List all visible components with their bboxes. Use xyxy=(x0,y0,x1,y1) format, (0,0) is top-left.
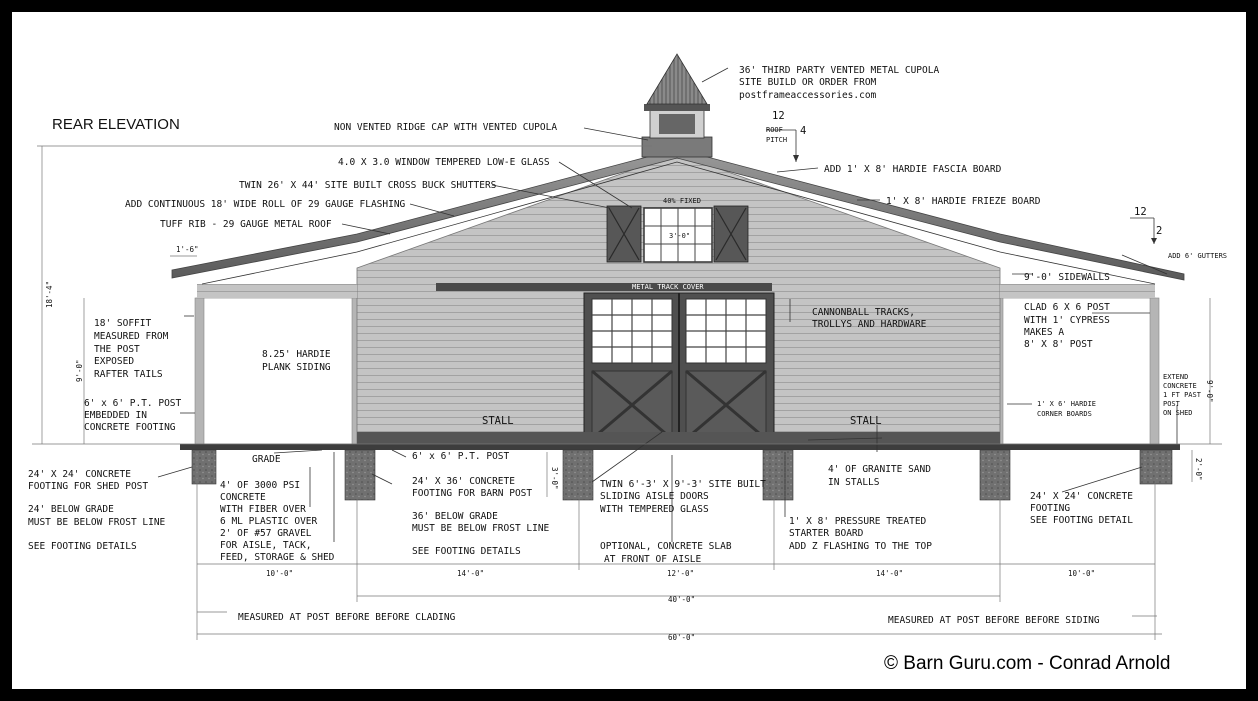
grade-slab xyxy=(180,444,1180,450)
callout-right-footing-2: FOOTING xyxy=(1030,503,1071,514)
footing-2 xyxy=(563,450,593,500)
callout-window: 4.0 X 3.0 WINDOW TEMPERED LOW-E GLASS xyxy=(338,157,550,168)
callout-corner-2: CORNER BOARDS xyxy=(1037,410,1092,418)
callout-starter-2: STARTER BOARD xyxy=(789,528,864,539)
callout-doors-2: SLIDING AISLE DOORS xyxy=(600,491,709,502)
callout-see-footing-mid: SEE FOOTING DETAILS xyxy=(412,546,521,557)
callout-cupola-3: postframeaccessories.com xyxy=(739,90,877,101)
callout-clad-4: 8' X 8' POST xyxy=(1024,339,1093,350)
callout-siding-2: PLANK SIDING xyxy=(262,362,331,373)
callout-see-footing-left: SEE FOOTING DETAILS xyxy=(28,541,137,552)
callout-clad-2: WITH 1' CYPRESS xyxy=(1024,315,1110,326)
callout-extend-3: 1 FT PAST xyxy=(1163,391,1201,399)
callout-barn-footing-1: 24' X 36' CONCRETE xyxy=(412,476,515,487)
callout-right-footing-3: SEE FOOTING DETAIL xyxy=(1030,515,1133,526)
right-shed-footing xyxy=(1140,450,1172,484)
footing-1 xyxy=(345,450,375,500)
main-pitch-rise: 4 xyxy=(800,125,807,137)
callout-grade: GRADE xyxy=(252,454,281,465)
callout-barn-below-1: 36' BELOW GRADE xyxy=(412,511,498,522)
rear-elevation-drawing xyxy=(12,12,1246,689)
callout-tracks-2: TROLLYS AND HARDWARE xyxy=(812,319,927,330)
callout-right-footing-1: 24' X 24' CONCRETE xyxy=(1030,491,1133,502)
main-pitch-run: 12 xyxy=(772,110,785,122)
dim-side-height: 9'-0" xyxy=(75,359,84,382)
stall-label-right: STALL xyxy=(850,415,882,427)
callout-psi-2: CONCRETE xyxy=(220,492,266,503)
callout-below-grade-1: 24' BELOW GRADE xyxy=(28,504,114,515)
dim-overall-height: 18'-4" xyxy=(45,280,54,308)
callout-shed-footing-2: FOOTING FOR SHED POST xyxy=(28,481,149,492)
callout-post-3: CONCRETE FOOTING xyxy=(84,422,176,433)
footing-4 xyxy=(980,450,1010,500)
copyright-notice: © Barn Guru.com - Conrad Arnold xyxy=(884,653,1171,674)
callout-doors-3: WITH TEMPERED GLASS xyxy=(600,504,709,515)
callout-measured-right: MEASURED AT POST BEFORE BEFORE SIDING xyxy=(888,615,1100,626)
footing-3 xyxy=(763,450,793,500)
callout-granite-2: IN STALLS xyxy=(828,477,880,488)
cupola-cornice xyxy=(644,104,710,111)
callout-cupola-1: 36' THIRD PARTY VENTED METAL CUPOLA xyxy=(739,65,940,76)
callout-psi-3: WITH FIBER OVER xyxy=(220,504,306,515)
callout-psi-5: 2' OF #57 GRAVEL xyxy=(220,528,312,539)
dim-right-height: 9'-0" xyxy=(1205,380,1214,403)
callout-slab-2: AT FRONT OF AISLE xyxy=(604,554,702,565)
callout-starter-1: 1' X 8' PRESSURE TREATED xyxy=(789,516,927,527)
callout-gutters: ADD 6' GUTTERS xyxy=(1168,252,1228,260)
callout-soffit-3: THE POST xyxy=(94,344,140,355)
callout-cupola-2: SITE BUILD OR ORDER FROM xyxy=(739,77,877,88)
callout-corner-1: 1' X 6' HARDIE xyxy=(1037,400,1097,408)
callout-extend-2: CONCRETE xyxy=(1163,382,1197,390)
shed-pitch-run: 12 xyxy=(1134,206,1147,218)
dim-bay-2: 14'-0" xyxy=(457,569,485,578)
shed-roof-pitch xyxy=(1130,206,1162,244)
callout-psi-1: 4' OF 3000 PSI xyxy=(220,480,301,491)
callout-post-2: EMBEDDED IN xyxy=(84,410,147,421)
dim-bay-5: 10'-0" xyxy=(1068,569,1096,578)
dim-footing-depth: 3'-0" xyxy=(550,467,559,490)
callout-extend-5: ON SHED xyxy=(1163,409,1193,417)
callout-clad-3: MAKES A xyxy=(1024,327,1065,338)
window-dim-label: 3'-0" xyxy=(669,232,691,240)
drawing-sheet xyxy=(12,12,1246,689)
callout-fascia: ADD 1' X 8' HARDIE FASCIA BOARD xyxy=(824,164,1002,175)
right-shed-post xyxy=(1150,298,1159,444)
dim-barn-width: 40'-0" xyxy=(668,595,696,604)
callout-extend-4: POST xyxy=(1163,400,1180,408)
starter-board xyxy=(357,432,1000,444)
callout-barn-footing-2: FOOTING FOR BARN POST xyxy=(412,488,533,499)
metal-track-cover xyxy=(436,283,772,291)
left-shed-band xyxy=(197,284,357,298)
callout-soffit-2: MEASURED FROM xyxy=(94,331,169,342)
callout-pt-post: 6' x 6' P.T. POST xyxy=(412,451,510,462)
right-shed-band xyxy=(1000,284,1155,298)
cupola-roof xyxy=(647,54,707,104)
shed-pitch-rise: 2 xyxy=(1156,225,1163,237)
callout-soffit-1: 18' SOFFIT xyxy=(94,318,152,329)
callout-starter-3: ADD Z FLASHING TO THE TOP xyxy=(789,541,932,552)
callout-frieze: 1' X 8' HARDIE FRIEZE BOARD xyxy=(886,196,1041,207)
cupola-vent xyxy=(659,114,695,134)
callout-below-grade-2: MUST BE BELOW FROST LINE xyxy=(28,517,166,528)
dim-overall-width: 60'-0" xyxy=(668,633,696,642)
callout-granite-1: 4' OF GRANITE SAND xyxy=(828,464,931,475)
callout-tracks-1: CANNONBALL TRACKS, xyxy=(812,307,915,318)
dim-bay-1: 10'-0" xyxy=(266,569,294,578)
main-roof-pitch xyxy=(766,110,806,162)
callout-sidewalls: 9'-0' SIDEWALLS xyxy=(1024,272,1110,283)
window-fixed-label: 40% FIXED xyxy=(663,197,701,205)
dim-overhang: 1'-6" xyxy=(176,245,199,254)
left-shed-footing xyxy=(192,450,216,484)
callout-extend-1: EXTEND xyxy=(1163,373,1189,381)
callout-barn-below-2: MUST BE BELOW FROST LINE xyxy=(412,523,550,534)
callout-psi-4: 6 ML PLASTIC OVER xyxy=(220,516,318,527)
callout-psi-7: FEED, STORAGE & SHED xyxy=(220,552,335,563)
callout-soffit-5: RAFTER TAILS xyxy=(94,369,163,380)
drawing-title: REAR ELEVATION xyxy=(52,116,180,133)
callout-soffit-4: EXPOSED xyxy=(94,356,135,367)
callout-shed-footing-1: 24' X 24' CONCRETE xyxy=(28,469,131,480)
callout-doors-1: TWIN 6'-3' X 9'-3' SITE BUILT xyxy=(600,479,766,490)
dim-right-footing: 2'-0" xyxy=(1194,458,1203,481)
callout-post-1: 6' x 6' P.T. POST xyxy=(84,398,182,409)
main-pitch-label-b: PITCH xyxy=(766,136,788,144)
callout-clad-1: CLAD 6 X 6 POST xyxy=(1024,302,1110,313)
dim-bay-4: 14'-0" xyxy=(876,569,904,578)
callout-shutters: TWIN 26' X 44' SITE BUILT CROSS BUCK SHUTTERS xyxy=(239,180,497,191)
main-pitch-label-a: ROOF xyxy=(766,126,783,134)
callout-psi-6: FOR AISLE, TACK, xyxy=(220,540,312,551)
callout-roof: TUFF RIB - 29 GAUGE METAL ROOF xyxy=(160,219,332,230)
stall-label-left: STALL xyxy=(482,415,514,427)
track-cover-label: METAL TRACK COVER xyxy=(632,283,704,291)
callout-siding-1: 8.25' HARDIE xyxy=(262,349,331,360)
callout-ridge-cap: NON VENTED RIDGE CAP WITH VENTED CUPOLA xyxy=(334,122,558,133)
callout-flashing: ADD CONTINUOUS 18' WIDE ROLL OF 29 GAUGE FLASHING xyxy=(125,199,406,210)
callout-measured-left: MEASURED AT POST BEFORE BEFORE CLADING xyxy=(238,612,456,623)
cupola-base xyxy=(642,137,712,157)
callout-slab-1: OPTIONAL, CONCRETE SLAB xyxy=(600,541,732,552)
left-shed-post xyxy=(195,298,204,444)
dim-bay-3: 12'-0" xyxy=(667,569,695,578)
